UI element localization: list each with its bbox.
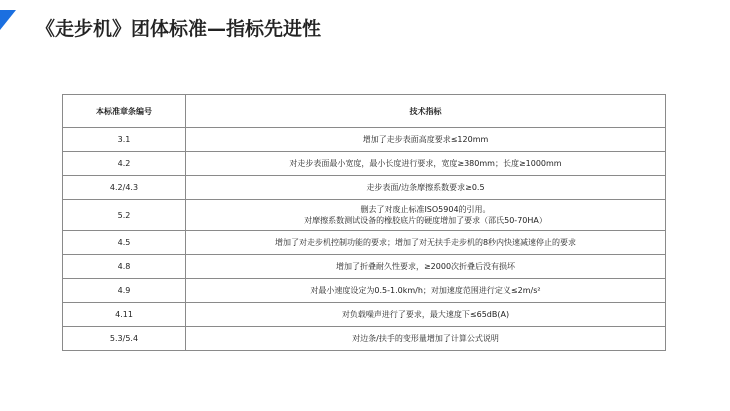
indicator-text-line: 对边条/扶手的变形量增加了计算公式说明 — [352, 334, 499, 343]
clause-number-cell: 4.2/4.3 — [63, 176, 186, 200]
technical-indicator-cell — [186, 327, 666, 351]
technical-indicator-cell — [186, 279, 666, 303]
indicator-text-line: 增加了走步表面高度要求≤120mm — [362, 135, 489, 144]
table-row — [63, 255, 666, 279]
table-row — [63, 279, 666, 303]
clause-number-cell: 4.11 — [63, 303, 186, 327]
table-row — [63, 176, 666, 200]
clause-number-cell: 4.2 — [63, 152, 186, 176]
indicator-text-line: 对摩擦系数测试设备的橡胶底片的硬度增加了要求（邵氏50-70HA） — [304, 216, 547, 225]
table-body — [63, 128, 666, 351]
indicator-text-line: 增加了对走步机控制功能的要求；增加了对无扶手走步机的8秒内快速减速停止的要求 — [274, 238, 577, 247]
title-accent-shape — [0, 10, 16, 30]
header-clause-number: 本标准章条编号 — [63, 95, 186, 128]
clause-number-cell: 4.8 — [63, 255, 186, 279]
table-header-row — [63, 95, 666, 128]
header-technical-indicator: 技术指标 — [186, 95, 666, 128]
technical-indicator-cell — [186, 200, 666, 231]
technical-indicator-cell — [186, 128, 666, 152]
standard-indicator-table — [62, 94, 666, 351]
indicator-text-line: 对走步表面最小宽度，最小长度进行要求，宽度≥380mm；长度≥1000mm — [289, 159, 562, 168]
clause-number-cell: 4.5 — [63, 231, 186, 255]
technical-indicator-cell — [186, 176, 666, 200]
slide-title: 《走步机》团体标准—指标先进性 — [36, 18, 322, 40]
technical-indicator-cell — [186, 152, 666, 176]
indicator-text-line: 走步表面/边条摩擦系数要求≥0.5 — [366, 183, 485, 192]
table-row — [63, 152, 666, 176]
table-row — [63, 303, 666, 327]
technical-indicator-cell — [186, 255, 666, 279]
clause-number-cell: 5.3/5.4 — [63, 327, 186, 351]
indicator-text-line: 对负载噪声进行了要求，最大速度下≤65dB(A) — [341, 310, 510, 319]
table-row — [63, 200, 666, 231]
table-row — [63, 128, 666, 152]
table-row — [63, 231, 666, 255]
clause-number-cell: 4.9 — [63, 279, 186, 303]
indicator-text-line: 对最小速度设定为0.5-1.0km/h；对加速度范围进行定义≤2m/s² — [310, 286, 541, 295]
clause-number-cell: 5.2 — [63, 200, 186, 231]
clause-number-cell: 3.1 — [63, 128, 186, 152]
technical-indicator-cell — [186, 303, 666, 327]
table-row — [63, 327, 666, 351]
indicator-text-line: 删去了对废止标准ISO5904的引用。 — [360, 205, 491, 214]
indicator-text-line: 增加了折叠耐久性要求，≥2000次折叠后没有损坏 — [335, 262, 516, 271]
technical-indicator-cell — [186, 231, 666, 255]
